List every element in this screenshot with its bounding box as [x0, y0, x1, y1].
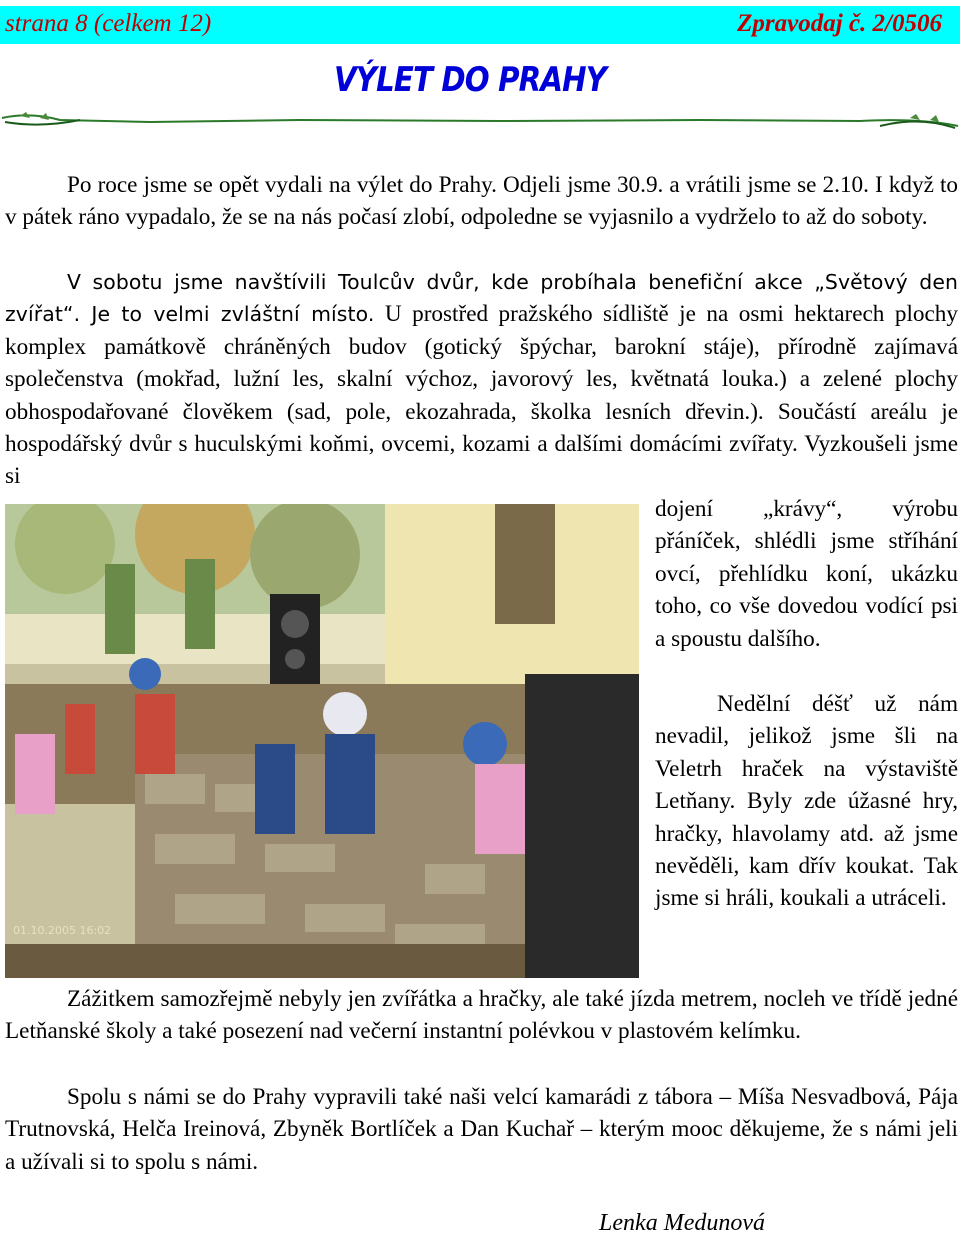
page-number: strana 8 (celkem 12) [5, 10, 212, 37]
paragraph-sobota-lead: V sobotu jsme navštívili Toulcův dvůr, kde probíhala benefiční akce „Světový den zvířat“. Je to velmi zvláštní místo. [5, 270, 958, 327]
newsletter-issue: Zpravodaj č. 2/0506 [737, 10, 942, 37]
paragraph-activities: dojení „krávy“, výrobu přáníček, shlédli jsme stříhání ovcí, přehlídku koní, ukázku toho, co vše dovedou vodící psi a spoustu dalšího. [655, 496, 958, 652]
article-title: VÝLET DO PRAHY [334, 60, 607, 100]
page-header-bar [0, 6, 960, 44]
event-photo [5, 504, 639, 978]
paragraph-kamaradi: Spolu s námi se do Prahy vypravili také naši velcí kamarádi z tábora – Míša Nesvadbová, Pája Trutnovská, Helča Ireinová, Zbyněk Bortlíček a Dan Kuchař – kterým mooc děkujeme, že s námi jeli a užívali si to spolu s námi. [5, 1084, 958, 1175]
paragraph-toulcuv-dvur [5, 266, 958, 493]
photo-illustration [5, 504, 639, 978]
paragraph-zazitky: Zážitkem samozřejmě nebyly jen zvířátka a hračky, ale také jízda metrem, nocleh ve třídě jedné Letňanské školy a také posezení nad večerní instantní polévkou v plastovém kelímku. [5, 986, 958, 1045]
paragraph-sobota-body: U prostřed pražského sídliště je na osmi hektarech plochy komplex památkově chráněných budov (gotický špýchar, barokní stáje), přírodně zajímavá společenstva (mokřad, lužní les, skalní výchoz, javorový les, květnatá louka.) a zelené plochy obhospodařované člověkem (sad, pole, ekozahrada, školka lesních dřevin.). Součástí areálu je hospodářský dvůr s huculskými koňmi, ovcemi, kozami a dalšími domácími zvířaty. Vyzkoušeli jsme si [5, 301, 958, 490]
paragraph-nedele: Nedělní déšť už nám nevadil, jelikož jsme šli na Veletrh hraček na výstaviště Letňany. Byly zde úžasné hry, hračky, hlavolamy atd. až jsme nevěděli, kam dřív koukat. Tak jsme si hráli, koukali a utráceli. [655, 691, 958, 912]
photo-timestamp: 01.10.2005 16:02 [13, 924, 112, 937]
paragraph-intro: Po roce jsme se opět vydali na výlet do Prahy. Odjeli jsme 30.9. a vrátili jsme se 2.10. I když to v pátek ráno vypadalo, že se na nás počasí zlobí, odpoledne se vyjasnilo a vydrželo to až do soboty. [5, 172, 958, 231]
ornamental-divider [0, 106, 960, 136]
author-signature: Lenka Medunová [599, 1210, 765, 1236]
